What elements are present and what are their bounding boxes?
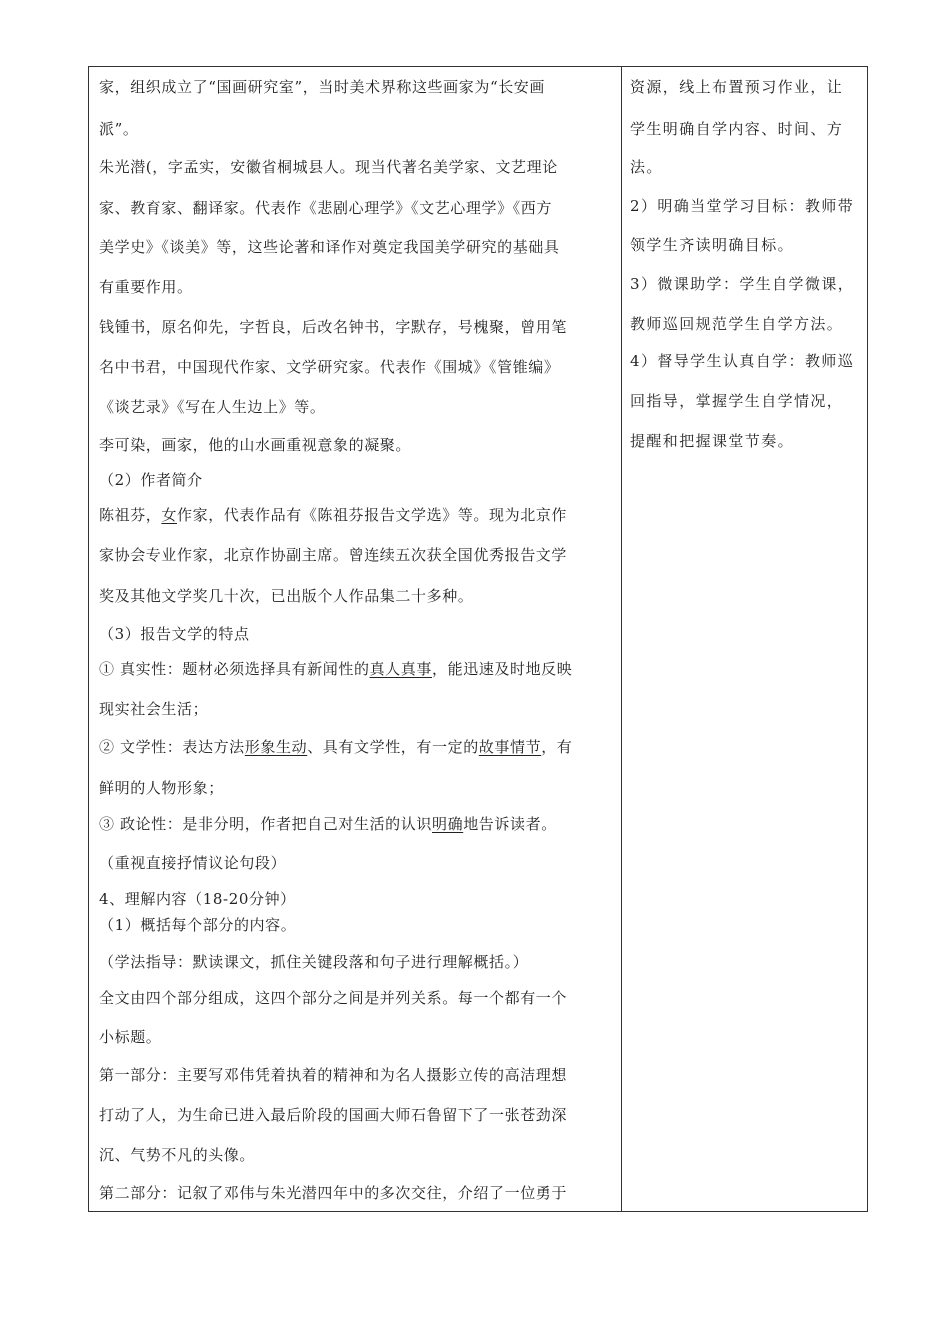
text-line: 家协会专业作家，北京作协副主席。曾连续五次获全国优秀报告文学	[99, 546, 568, 564]
text-line: 奖及其他文学奖几十次，已出版个人作品集二十多种。	[99, 587, 474, 605]
text-line: 回指导，掌握学生自学情况，	[630, 392, 844, 410]
text-line: 资源，线上布置预习作业，让	[630, 78, 844, 96]
text-line: 家、教育家、翻译家。代表作《悲剧心理学》《文艺心理学》《西方	[99, 199, 553, 217]
text-line: （学法指导：默读课文，抓住关键段落和句子进行理解概括。）	[99, 953, 529, 971]
text-line: 钱锺书，原名仰先，字哲良，后改名钟书，字默存，号槐聚，曾用笔	[99, 318, 568, 336]
text-line: 2）明确当堂学习目标：教师带	[630, 197, 855, 215]
text-line	[99, 814, 557, 834]
text-line	[99, 737, 572, 757]
text-segment: 地告诉读者。	[463, 815, 557, 833]
text-line	[99, 659, 572, 679]
text-line: （1）概括每个部分的内容。	[99, 916, 297, 934]
text-segment: ③ 政论性：是非分明，作者把自己对生活的认识	[99, 815, 432, 833]
text-line: 学生明确自学内容、时间、方	[630, 120, 844, 138]
section-heading: （3）报告文学的特点	[99, 625, 250, 643]
text-line: 现实社会生活；	[99, 700, 209, 718]
text-line: 提醒和把握课堂节奏。	[630, 432, 795, 450]
text-line: 3）微课助学：学生自学微课，	[630, 275, 855, 293]
text-line: 第二部分：记叙了邓伟与朱光潜四年中的多次交往，介绍了一位勇于	[99, 1184, 568, 1202]
text-line: 有重要作用。	[99, 278, 193, 296]
text-line: 名中书君，中国现代作家、文学研究家。代表作《围城》《管锥编》	[99, 358, 560, 376]
text-line: 李可染，画家，他的山水画重视意象的凝聚。	[99, 436, 412, 454]
text-line: 教师巡回规范学生自学方法。	[630, 315, 844, 333]
text-line: 打动了人，为生命已进入最后阶段的国画大师石鲁留下了一张苍劲深	[99, 1106, 568, 1124]
text-segment: ，有	[541, 738, 573, 756]
text-segment: ② 文学性：表达方法	[99, 738, 245, 756]
underlined-term: 女	[161, 506, 178, 524]
text-line: 家，组织成立了“国画研究室”，当时美术界称这些画家为“长安画	[99, 78, 546, 96]
section-heading: （2）作者简介	[99, 471, 203, 489]
text-line: 法。	[630, 158, 663, 176]
text-line: 小标题。	[99, 1028, 162, 1046]
underlined-term: 故事情节	[478, 738, 542, 756]
text-segment: ，能迅速及时地反映	[431, 660, 573, 678]
text-segment: 作家，代表作品有《陈祖芬报告文学选》等。现为北京作	[177, 506, 568, 524]
text-line: 美学史》《谈美》等，这些论著和译作对奠定我国美学研究的基础具	[99, 238, 560, 256]
text-line: 《谈艺录》《写在人生边上》等。	[99, 398, 326, 416]
underlined-term: 明确	[431, 815, 464, 833]
text-line: 全文由四个部分组成，这四个部分之间是并列关系。每一个都有一个	[99, 989, 568, 1007]
text-line: 鲜明的人物形象；	[99, 779, 224, 797]
text-line: 派”。	[99, 120, 139, 138]
underlined-term: 形象生动	[244, 738, 308, 756]
text-segment: 、具有文学性，有一定的	[307, 738, 479, 756]
text-segment: ① 真实性：题材必须选择具有新闻性的	[99, 660, 370, 678]
text-line	[99, 505, 567, 525]
text-line: 第一部分：主要写邓伟凭着执着的精神和为名人摄影立传的高洁理想	[99, 1066, 568, 1084]
column-divider	[621, 67, 622, 1211]
text-line: 沉、气势不凡的头像。	[99, 1146, 256, 1164]
text-line: 4）督导学生认真自学：教师巡	[630, 352, 855, 370]
text-line: （重视直接抒情议论句段）	[99, 854, 287, 872]
text-segment: 陈祖芬，	[99, 506, 162, 524]
section-heading: 4、理解内容（18-20分钟）	[99, 890, 296, 908]
underlined-term: 真人真事	[369, 660, 432, 678]
text-line: 朱光潜(，字孟实，安徽省桐城县人。现当代著名美学家、文艺理论	[99, 158, 558, 176]
lesson-table	[88, 66, 868, 1212]
text-line: 领学生齐读明确目标。	[630, 236, 795, 254]
